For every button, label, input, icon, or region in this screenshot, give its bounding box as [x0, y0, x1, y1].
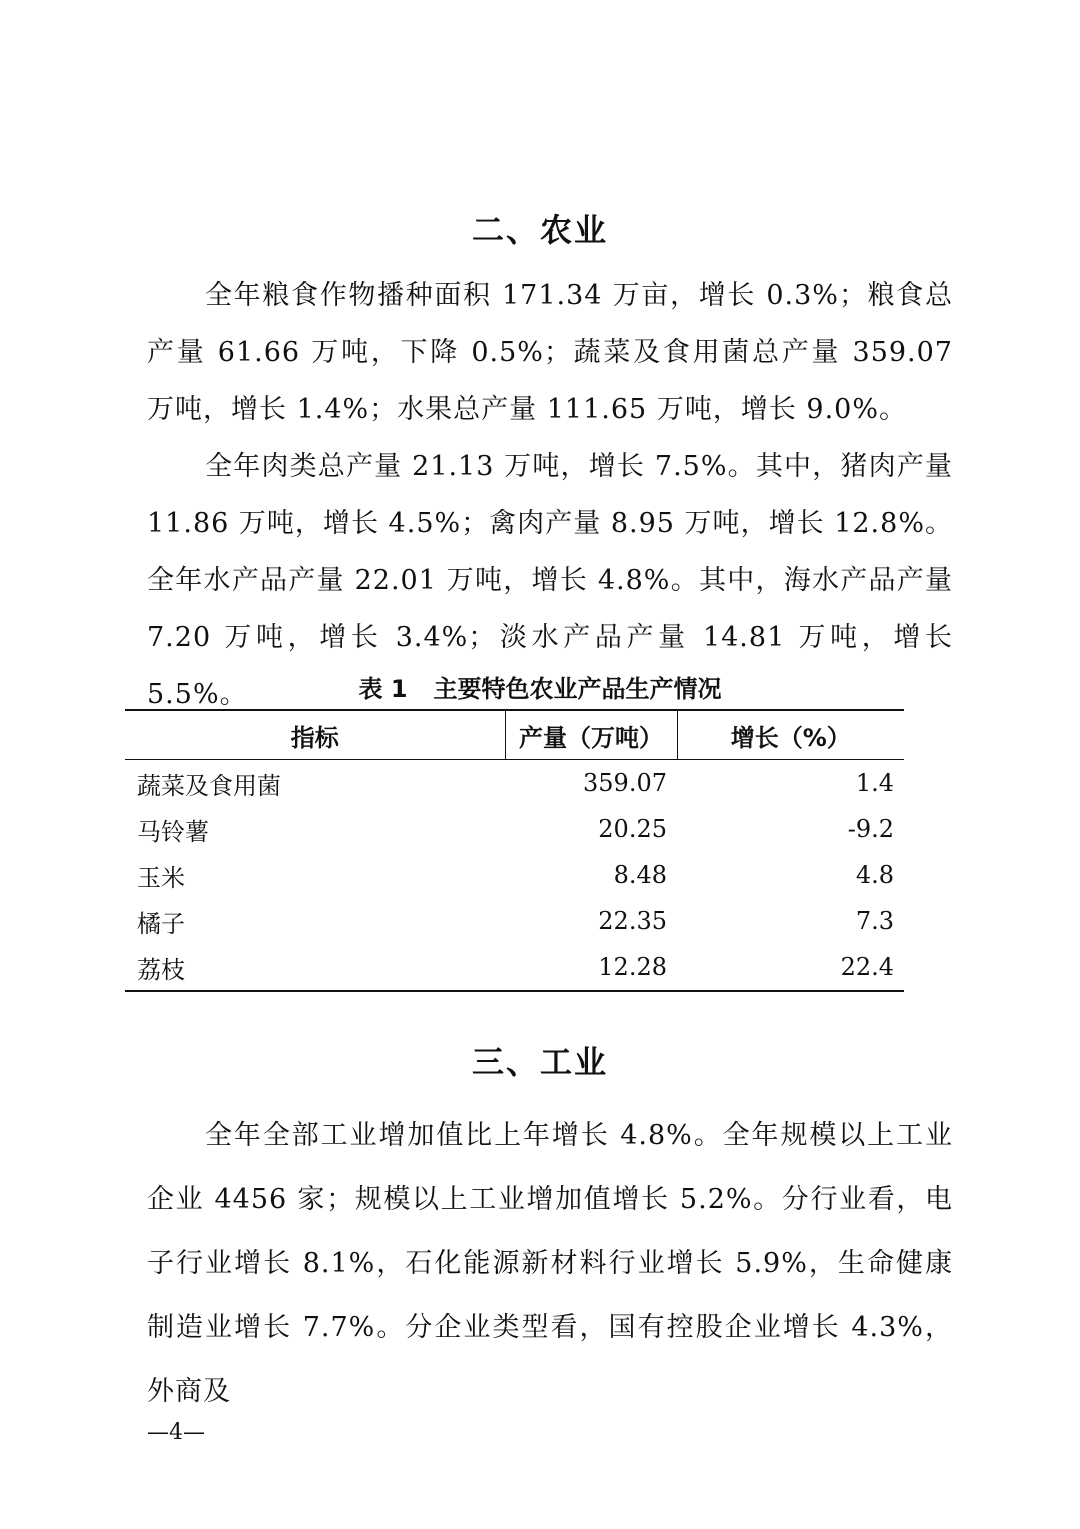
row-growth: 22.4 — [677, 944, 904, 991]
row-growth: -9.2 — [847, 815, 894, 843]
table-row — [125, 760, 904, 807]
agriculture-paragraph-crops: 全年粮食作物播种面积 171.34 万亩，增长 0.3%；粮食总产量 61.66 万吨，下降 0.5%；蔬菜及食用菌总产量 359.07 万吨，增长 1.4%；水果总产量 111.65 万吨，增长 9.0%。 — [147, 280, 953, 425]
header-indicator: 指标 — [125, 710, 505, 760]
row-name: 玉米 — [137, 863, 185, 892]
header-output: 产量（万吨） — [505, 710, 677, 760]
table-header-row — [125, 710, 904, 760]
header-growth: 增长（%） — [677, 710, 904, 760]
row-growth: 1.4 — [855, 769, 894, 797]
row-name: 荔枝 — [125, 944, 505, 991]
row-growth: 7.3 — [855, 907, 894, 935]
agriculture-paragraph-meat-aquatic: 全年肉类总产量 21.13 万吨，增长 7.5%。其中，猪肉产量 11.86 万吨，增长 4.5%；禽肉产量 8.95 万吨，增长 12.8%。全年水产品产量 22.01 万吨，增长 4.8%。其中，海水产品产量 7.20 万吨，增长 3.4%；淡水产品产量 14.81 万吨，增长 5.5%。 — [147, 451, 953, 710]
section-heading-industry: 三、工业 — [471, 1043, 608, 1081]
page-number: —4— — [147, 1420, 205, 1445]
table-row — [125, 852, 904, 898]
industry-paragraph: 全年全部工业增加值比上年增长 4.8%。全年规模以上工业企业 4456 家；规模以上工业增加值增长 5.2%。分行业看，电子行业增长 8.1%，石化能源新材料行业增长 5.9%，生命健康制造业增长 7.7%。分企业类型看，国有控股企业增长 4.3%，外商及 — [147, 1120, 953, 1407]
table-caption-number: 表 1 — [358, 675, 408, 703]
row-output: 359.07 — [583, 769, 667, 797]
row-output: 8.48 — [613, 861, 667, 889]
row-output: 22.35 — [598, 907, 667, 935]
row-output: 20.25 — [598, 815, 667, 843]
table-row — [125, 944, 904, 991]
table-caption-title: 主要特色农业产品生产情况 — [433, 675, 722, 703]
row-output: 12.28 — [505, 944, 677, 991]
table-caption — [0, 672, 1080, 706]
section-heading-agriculture: 二、农业 — [471, 211, 608, 249]
row-name: 橘子 — [137, 909, 185, 938]
agri-products-table — [125, 709, 904, 992]
row-name: 蔬菜及食用菌 — [137, 771, 281, 800]
row-name: 马铃薯 — [137, 817, 209, 846]
table-row — [125, 806, 904, 852]
table-row — [125, 898, 904, 944]
row-growth: 4.8 — [855, 861, 894, 889]
